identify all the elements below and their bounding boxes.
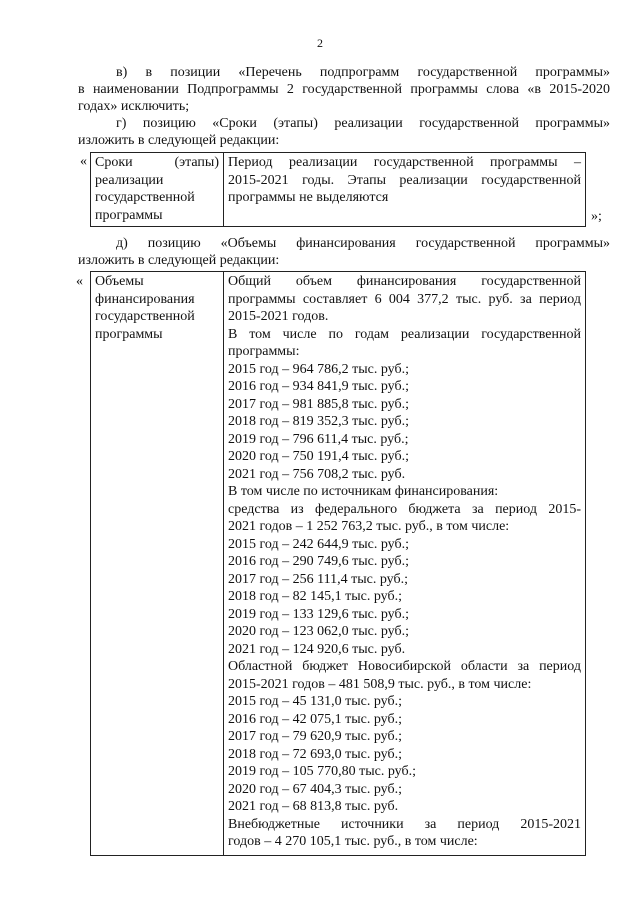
table2-left-line: финансирования: [95, 291, 195, 307]
table2-right-line: Внебюджетные источники за период 2015-2021: [228, 816, 581, 832]
table2-right-line: 2019 год – 133 129,6 тыс. руб.;: [228, 606, 409, 622]
table2-right-cell: [224, 272, 586, 856]
table2-right-line: программы:: [228, 344, 300, 359]
item-v-line-1: в) в позиции «Перечень подпрограмм государственной программы»: [116, 65, 610, 80]
page-number: 2: [317, 36, 323, 50]
table2-right-line: 2016 год – 290 749,6 тыс. руб.;: [228, 554, 409, 569]
table2-right-line: Областной бюджет Новосибирской области за период: [228, 659, 581, 674]
table2-right-line: 2019 год – 796 611,4 тыс. руб.;: [228, 431, 409, 447]
table1-right-line: программы не выделяются: [228, 190, 389, 205]
table2-right-line: 2018 год – 82 145,1 тыс. руб.;: [228, 589, 402, 604]
table1-left-cell: [91, 153, 224, 227]
table1-left-line: реализации: [95, 172, 164, 188]
table2-right-line: 2015-2021 годов – 481 508,9 тыс. руб., в том числе:: [228, 676, 532, 692]
table2-right-line: 2016 год – 934 841,9 тыс. руб.;: [228, 379, 409, 394]
table2-right-line: 2015-2021 годов.: [228, 309, 329, 324]
table1-close-quote: »;: [591, 209, 602, 224]
table2-left-line: программы: [95, 326, 163, 342]
table1-left-line: Сроки (этапы): [95, 155, 219, 170]
table2-open-quote: «: [76, 274, 83, 289]
table2-left-cell: [91, 272, 224, 856]
table2-right-line: 2016 год – 42 075,1 тыс. руб.;: [228, 711, 402, 727]
table2-right-line: 2017 год – 79 620,9 тыс. руб.;: [228, 729, 402, 744]
table2-right-line: 2020 год – 750 191,4 тыс. руб.;: [228, 449, 409, 464]
item-d-line-1: д) позицию «Объемы финансирования государственной программы»: [116, 236, 610, 251]
table2-right-line: 2015 год – 45 131,0 тыс. руб.;: [228, 694, 402, 709]
table2-right-line: 2021 год – 756 708,2 тыс. руб.: [228, 466, 406, 482]
table2-right-line: 2017 год – 981 885,8 тыс. руб.;: [228, 396, 409, 412]
table2-right-line: 2019 год – 105 770,80 тыс. руб.;: [228, 764, 416, 779]
table-terms: [90, 152, 586, 227]
table2-right-line: В том числе по годам реализации государственной: [228, 326, 581, 342]
table2-right-line: 2020 год – 67 404,3 тыс. руб.;: [228, 781, 402, 797]
table2-right-line: 2018 год – 819 352,3 тыс. руб.;: [228, 414, 409, 429]
table2-right-line: 2020 год – 123 062,0 тыс. руб.;: [228, 624, 409, 639]
table1-left-line: государственной: [95, 190, 195, 205]
table2-left-line: государственной: [95, 309, 195, 324]
table-financing: [90, 271, 586, 856]
table2-right-line: 2021 год – 68 813,8 тыс. руб.: [228, 799, 399, 814]
table2-right-line: 2021 годов – 1 252 763,2 тыс. руб., в том числе:: [228, 519, 510, 534]
table1-right-line: 2015-2021 годы. Этапы реализации государственной: [228, 172, 581, 188]
table1-right-line: Период реализации государственной программы –: [228, 155, 581, 170]
table2-right-line: 2015 год – 242 644,9 тыс. руб.;: [228, 536, 409, 552]
table2-right-line: средства из федерального бюджета за период 2015-: [228, 501, 581, 517]
item-v-line-3: годах» исключить;: [78, 99, 190, 114]
table2-right-line: 2018 год – 72 693,0 тыс. руб.;: [228, 746, 402, 762]
item-d-line-2: изложить в следующей редакции:: [78, 253, 280, 268]
table2-right-line: В том числе по источникам финансирования:: [228, 484, 499, 499]
item-g-line-2: изложить в следующей редакции:: [78, 133, 280, 148]
table2-right-line: годов – 4 270 105,1 тыс. руб., в том числе:: [228, 834, 478, 849]
table2-right-line: 2017 год – 256 111,4 тыс. руб.;: [228, 571, 408, 587]
table2-right-line: 2015 год – 964 786,2 тыс. руб.;: [228, 361, 409, 377]
table2-left-line: Объемы: [95, 274, 144, 289]
item-g-line-1: г) позицию «Сроки (этапы) реализации государственной программы»: [116, 116, 610, 131]
item-v-line-2: в наименовании Подпрограммы 2 государственной программы слова «в 2015-2020: [78, 82, 610, 97]
table1-open-quote: «: [80, 154, 87, 169]
table1-right-cell: [224, 153, 586, 227]
table2-right-line: 2021 год – 124 920,6 тыс. руб.: [228, 641, 406, 657]
table1-left-line: программы: [95, 207, 163, 223]
table2-right-line: программы составляет 6 004 377,2 тыс. руб. за период: [228, 291, 581, 307]
table2-right-line: Общий объем финансирования государственной: [228, 274, 581, 289]
